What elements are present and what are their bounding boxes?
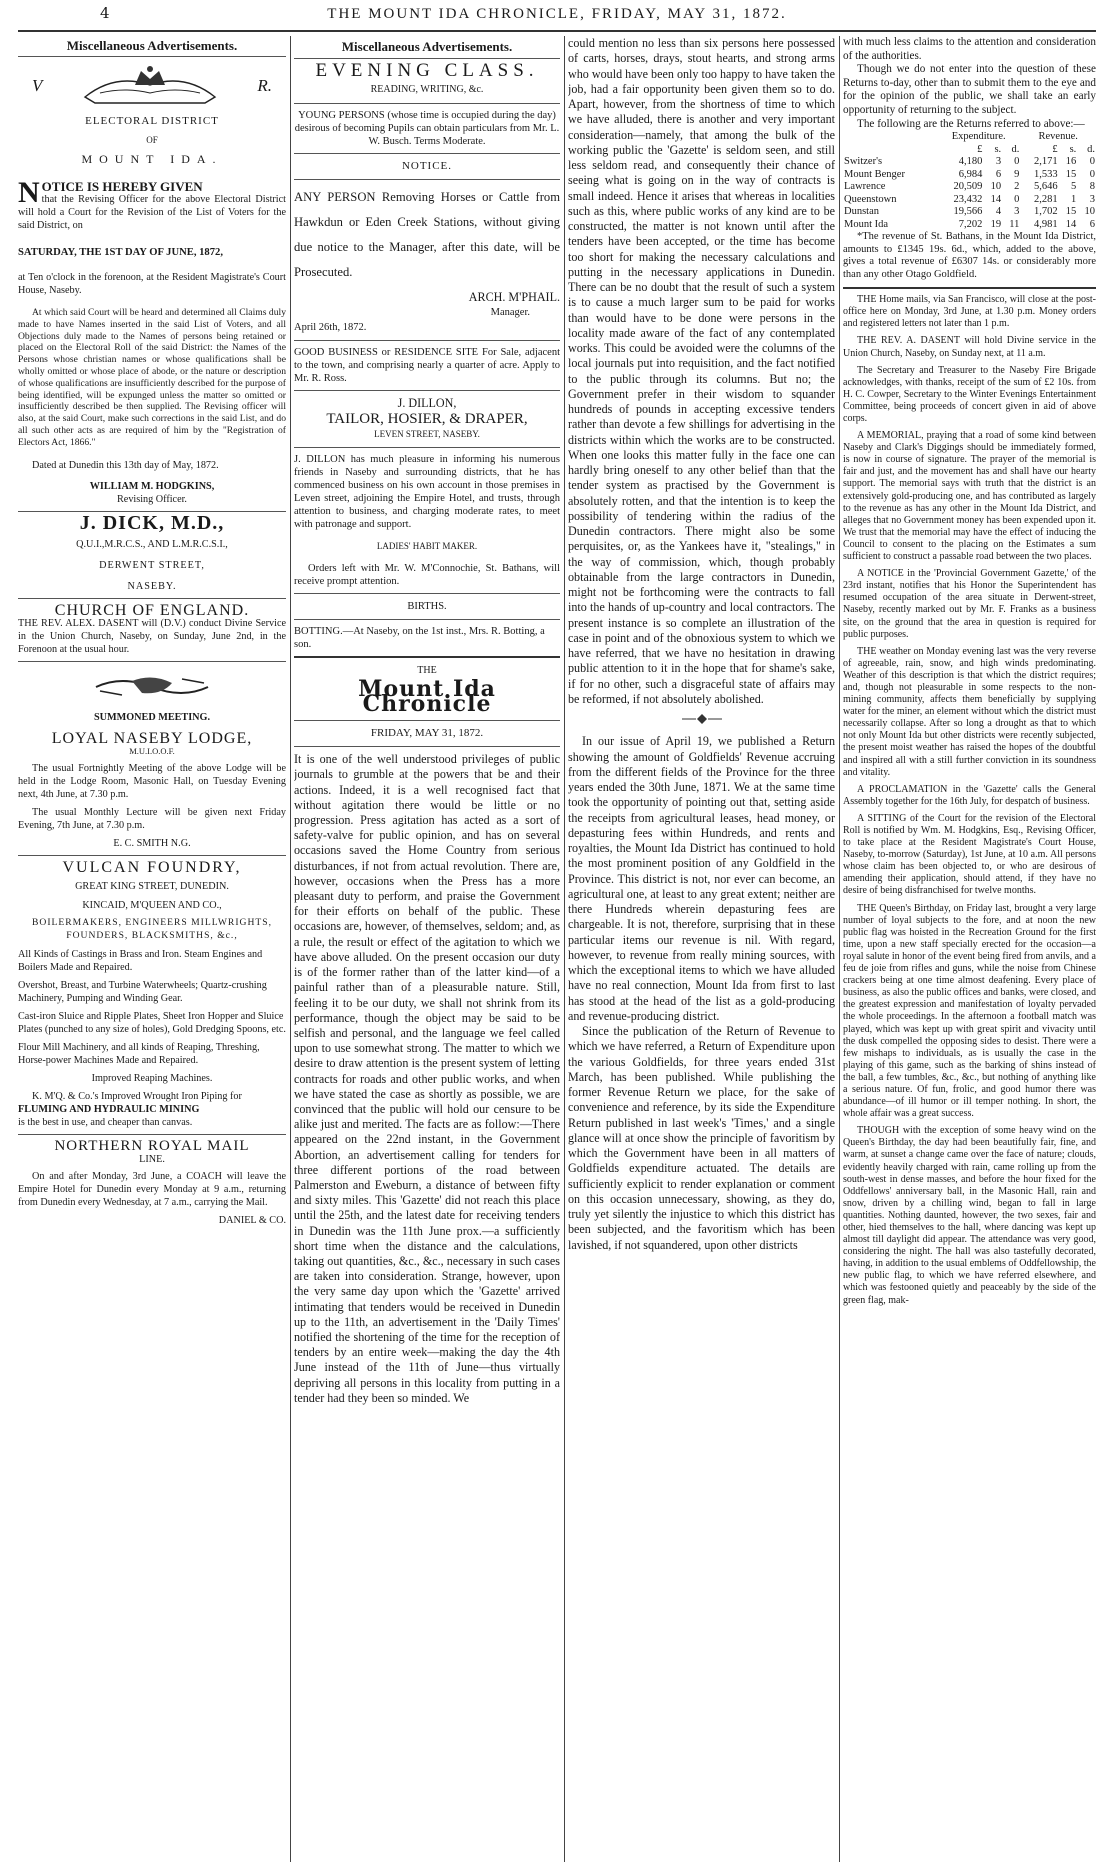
doctor-quals: Q.U.I.,M.R.C.S., AND L.M.R.C.S.I., xyxy=(76,538,228,550)
table-cell: 2 xyxy=(1014,181,1020,193)
table-cell: 5,646 xyxy=(1034,181,1058,193)
dillon-street: LEVEN STREET, NASEBY. xyxy=(374,428,480,439)
table-cell: 0 xyxy=(1089,156,1095,168)
column-rule xyxy=(564,36,565,1862)
table-cell: 7,202 xyxy=(958,218,983,230)
news-item: A PROCLAMATION in the 'Gazette' calls the General Assembly together for the 16th July, for despatch of business. xyxy=(843,783,1096,807)
foundry-item: All Kinds of Castings in Brass and Iron. Steam Engines and Boilers Made and Repaired. xyxy=(18,948,263,973)
news-item: A MEMORIAL, praying that a road of some kind between Naseby and Clark's Diggings should be immediately formed, is now in course of signature. The prayer of the memorial is fair and just, and the movement has and shall have our hearty support. The memorial says with truth that the district is an extensively gold-producing one, and has contributed as largely to the revenue as has any other in the Mount Ida District, and alleges that no Government money has been expended upon it. We trust that the memorial may have the effect of inducing the Council to consent to the placing on the Estimates a sum sufficient to construct a passable road between the two places. xyxy=(843,430,1096,563)
lodge-signer: E. C. SMITH N.G. xyxy=(113,837,191,849)
table-cell: 0 xyxy=(1014,156,1020,168)
table-cell: 0 xyxy=(1089,168,1095,180)
news-item: A SITTING of the Court for the revision of the Electoral Roll is notified by Wm. M. Hodgkins, Esq., Revising Officer, to take place at the Resident Magistrate's Court House, Naseby, to-morrow (Saturday), 1st June, at 10 a.m. All persons whose claim has been objected to, or who are desirous of amending their application, should attend, if they have no desire of being disfranchised for twelve months. xyxy=(843,812,1096,897)
table-cell-field: Switzer's xyxy=(844,156,883,168)
mail-heading: NORTHERN ROYAL MAIL xyxy=(54,1137,250,1154)
table-cell: 15 xyxy=(1065,206,1077,218)
foundry-item: Flour Mill Machinery, and all kinds of Reaping, Threshing, Horse-power Machines Made and Repaired. xyxy=(18,1041,260,1066)
table-cell: 23,432 xyxy=(953,193,983,205)
table-cell: 4,180 xyxy=(958,156,983,168)
horse-signer-title: Manager. xyxy=(490,307,530,319)
table-cell: 4,981 xyxy=(1034,218,1058,230)
electoral-title: ELECTORAL DISTRICT xyxy=(85,115,219,127)
handshake-icon xyxy=(92,669,212,705)
returns-table xyxy=(843,131,1096,231)
masthead xyxy=(18,2,1096,32)
lodge-text-1: The usual Fortnightly Meeting of the above Lodge will be held in the Lodge Room, Masonic Hall, on Tuesday Evening next, 4th June, at 7.30 p.m. xyxy=(18,762,286,800)
table-row xyxy=(843,206,1096,219)
horse-notice-date: April 26th, 1872. xyxy=(294,322,367,334)
foundry-item: Cast-iron Sluice and Ripple Plates, Sheet Iron Hopper and Sluice Plates (punched to any size of holes), Gold Dredging Spoons, etc. xyxy=(18,1010,286,1035)
news-item: A NOTICE in the 'Provincial Government Gazette,' of the 23rd instant, notifies that his Honor the Superintendent has resumed occupation of the area situate in Derwent-street, Naseby, recently marked out by Mr. F. Franks as a business site, on the ground that the area in question is required for public purposes. xyxy=(843,568,1096,640)
paper-title: Mount Ida Chronicle xyxy=(358,675,496,717)
section-heading: Miscellaneous Advertisements. xyxy=(294,36,560,59)
royal-crest xyxy=(18,61,286,109)
dillon-trade: TAILOR, HOSIER, & DRAPER, xyxy=(326,410,528,427)
table-cell: 1 xyxy=(1071,193,1077,205)
table-row xyxy=(843,219,1096,232)
table-unit: d. xyxy=(1011,143,1020,155)
foundry-fluming: FLUMING AND HYDRAULIC MINING xyxy=(18,1103,200,1115)
table-cell: 19 xyxy=(990,218,1002,230)
table-cell: 5 xyxy=(1071,181,1077,193)
mail-text: On and after Monday, 3rd June, a COACH will leave the Empire Hotel for Dunedin every Monday at 9 a.m., returning from Dunedin every Wednesday, at 7 a.m., carrying the Mail. xyxy=(18,1170,286,1208)
table-cell: 19,566 xyxy=(953,206,983,218)
returns-paragraph-1: In our issue of April 19, we published a Return showing the amount of Goldfields' Revenue accruing from the different fields of the Province for the three years ended the 30th June, 1871. We at the same time took the opportunity of pointing out that, setting aside the receipts from agricultural leases, head money, or depasturing fees within Hundreds, and rents and royalties, the Mount Ida District has continued to hold the most prominent position of any Goldfield in the Province. This district is not, nor ever can become, an agricultural one, at least to any great extent; neither are there Hundreds wherein depasturing fees are chargeable. It is not, therefore, surprising that in these particular items our revenue is nil. With regard, however, to revenue from really mining sources, with which the exceptional items to which we have alluded have no real connection, Mount Ida from first to last has stood at the head of the list as a gold-producing and revenue-producing district. xyxy=(568,734,835,1023)
column-rule xyxy=(290,36,291,1862)
table-cell: 14 xyxy=(990,193,1002,205)
notice-dated: Dated at Dunedin this 13th day of May, 1872. xyxy=(32,459,219,471)
notice-time: at Ten o'clock in the forenoon, at the Resident Magistrate's Court House, Naseby. xyxy=(18,272,286,296)
foundry-piping-end: is the best in use, and cheaper than canvas. xyxy=(18,1116,193,1128)
table-unit: d. xyxy=(1087,143,1095,155)
lodge-text-2: The usual Monthly Lecture will be given next Friday Evening, 7th June, at 7.30 p.m. xyxy=(18,806,286,831)
horse-notice-text: ANY PERSON Removing Horses or Cattle from Hawkdun or Eden Creek Stations, without giving due notice to the Manager, after this date, will be Prosecuted. xyxy=(294,189,560,279)
table-cell: 4 xyxy=(995,206,1002,218)
returns-paragraph-3: with much less claims to the attention and consideration of the authorities. xyxy=(843,36,1096,62)
column-3 xyxy=(568,36,835,1862)
site-for-sale-text: GOOD BUSINESS or RESIDENCE SITE For Sale, adjacent to the town, and comprising nearly a quarter of acre. Apply to Mr. R. Ross. xyxy=(294,347,560,385)
dillon-orders: Orders left with Mr. W. M'Connochie, St. Bathans, will receive prompt attention. xyxy=(294,563,560,588)
doctor-name: J. DICK, M.D., xyxy=(79,511,225,534)
column-rule xyxy=(839,36,840,1862)
doctor-street: DERWENT STREET, xyxy=(99,559,205,571)
table-cell: 10 xyxy=(1084,206,1095,218)
table-cell: 15 xyxy=(1065,168,1077,180)
table-cell: 20,509 xyxy=(953,181,983,193)
table-cell: 1,533 xyxy=(1034,168,1058,180)
table-header-expenditure: Expenditure. xyxy=(951,131,1006,143)
table-cell: 10 xyxy=(990,181,1002,193)
doctor-town: NASEBY. xyxy=(127,580,177,592)
table-units-row xyxy=(843,144,1096,157)
table-unit: s. xyxy=(1069,143,1077,155)
foundry-piping: K. M'Q. & Co.'s Improved Wrought Iron Piping for xyxy=(32,1090,242,1102)
foundry-item: Improved Reaping Machines. xyxy=(91,1072,213,1084)
table-cell: 11 xyxy=(1009,218,1020,230)
issue-date: FRIDAY, MAY 31, 1872. xyxy=(370,727,484,740)
news-item: THE Queen's Birthday, on Friday last, brought a very large number of loyal subjects to the fore, and at noon the new public flag was hoisted in the Recreation Ground for the first time, upon a new staff specially erected for the occasion—a royal salute in honor of the event being fired from anvils, and a feu de joie from rifles and guns, while the noise from Chinese crackers being at one time almost deafening. Every place of business, as also the public offices and banks, were closed, and the greatest expression and manifestation of loyalty pervaded the whole proceedings. In the afternoon a football match was played, which was kept up with great spirit and vivacity until the dusk compelled the opposing sides to desist. There were a few mishaps to individuals, as is usually the case in the playing of this game, such as the barking of shins instead of the ball, a few tumbles, &c., &c., but nothing of anything like a serious nature. Of fun, frolic, and good humor there was abundance—of ill humor or ill temper nothing. In short, the whole affair was a great success. xyxy=(843,902,1096,1120)
notice-text: that the Revising Officer for the above Electoral District will hold a Court for the Revision of the List of Voters for the said District, on xyxy=(18,194,286,231)
table-cell: 2,281 xyxy=(1034,193,1058,205)
local-news xyxy=(843,294,1096,1307)
notice-signer: WILLIAM M. HODGKINS, xyxy=(89,480,215,492)
dillon-text: J. DILLON has much pleasure in informing his numerous friends in Naseby and surrounding districts, that he has commenced business on his own account in those premises in Leven street, adjoining the Empire Hotel, and trusts, through attention to business, and charging moderate rates, to meet with patronage and support. xyxy=(294,454,560,531)
lodge-heading: LOYAL NASEBY LODGE, xyxy=(51,729,253,747)
lodge-subtitle: M.U.I.O.O.F. xyxy=(129,745,175,756)
table-cell: 3 xyxy=(1089,193,1095,205)
dillon-habit: LADIES' HABIT MAKER. xyxy=(376,541,478,552)
foundry-firm: KINCAID, M'QUEEN AND CO., xyxy=(82,899,222,911)
running-title: THE MOUNT IDA CHRONICLE, FRIDAY, MAY 31, 1872. xyxy=(327,6,787,22)
notice-signer-title: Revising Officer. xyxy=(117,493,187,505)
editorial-continued: could mention no less than six persons here possessed of carts, horses, drays, stout hearts, and strong arms who would have been only too happy to have taken the job, had a fair opportunity been given them so to do. Apart, however, from the shortness of time to which we have alluded, there is another and very important consideration—namely, that among the bulk of the working public the 'Gazette' is seldom seen, and still less seldom read, and consequently their chance of seeing what is going on in the way of contracts is small indeed. Hence it arises that whereas in localities such as this, where public works of any kind are to be constructed, the matter is not known until after the tenders have been accepted, or the time has become too short for making the necessary calculations and putting in the necessary applications in Dunedin. There can be no doubt that the result of such a system is to cause a much larger sum to be paid for works than would have to be done were persons in the locality made aware of the fact of any contemplated works. This could be avoided were the columns of the local journals put into requisition, and the fact notified to the public through its columns. But no; the Government prefer in their wisdom to squander hundreds of pounds in accepting excessive tenders rather than devote a few shillings for advertising in the districts within which the works are to be constructed. When one looks this matter fully in the face one can hardly bring oneself to any other belief than that the tender system as practised by the Government is absolutely rotten, and that the intention is to keep the possibility of tendering within the radius of the Dunedin contractors. There might also be some perquisites, or, as the Yankees have it, "stealings," in the way of commission, which, though probably obtainable from the large contractors in Dunedin, might not be forthcoming were the contracts to fall into the hands of up-country and local contractors. The present instance is so complete an illustration of the case in point and of the obnoxious system to which we have referred, that we have no hesitation in drawing public attention to it in the hope that for shame's sake, if for no other, such a disgraceful state of affairs may be reformed, if not absolutely abolished. xyxy=(568,36,835,706)
returns-table-note: *The revenue of St. Bathans, in the Mount Ida District, amounts to £1345 19s. 6d., which, added to the above, gives a total revenue of £6307 14s. or considerably more than any other Otago Goldfield. xyxy=(843,231,1096,280)
foundry-trade: BOILERMAKERS, ENGINEERS MILLWRIGHTS, FOUNDERS, BLACKSMITHS, &c., xyxy=(32,916,272,941)
church-heading: CHURCH OF ENGLAND. xyxy=(54,601,250,619)
table-unit: £ xyxy=(977,143,983,155)
table-cell-field: Dunstan xyxy=(844,206,879,218)
crown-icon xyxy=(75,63,225,107)
news-item: The Secretary and Treasurer to the Naseby Fire Brigade acknowledges, with thanks, receipt of the sum of £2 10s. from H. C. Cowper, Secretary to the Winter Evenings Entertainment Committee, being proceeds of concert given in aid of above corps. xyxy=(843,364,1096,424)
mail-subtitle: LINE. xyxy=(139,1153,165,1165)
evening-class-subtitle: READING, WRITING, &c. xyxy=(370,84,484,96)
crest-letter-v: V xyxy=(32,75,43,95)
paper-the: THE xyxy=(417,665,437,677)
editorial-text: It is one of the well understood privileges of public journals to grumble at the powers that be and their actions. Indeed, it is a well recognised fact that without agitation there would be little or no progression. Press agitation has acted as a sort of safety-valve for public opinion, and has on several occasions saved the Home Country from serious disturbances, if not from actual revolution. There are, however, occasions when the Press has a more pleasant duty to perform, and praise the Government for their efforts on behalf of the public. These occasions are, however, of themselves, seldom; and, as a rule, the result or effect of the agitation to which we have above alluded. On the present occasion our duty is of the former rather than of the latter kind—of a painful rather than of a pleasurable nature. Still, feeling it to be our duty, we shall not shrink from its performance, though the object may be said to be selfish and personal, and the language we feel called upon to use somewhat strong. The matter to which we desire to draw attention is the present system of letting contracts for roads and other public works, and when we have stated the case as shortly as possible, we are convinced that the public will hold our censure to be alike just and merited. The facts are as follow:—There appeared on the 22nd instant, in the Government Abortion, an advertisement calling for tenders for three different portions of the road between Palmerston and Eweburn, a distance of between fifty and sixty miles. This 'Gazette' did not reach this place until the 25th, and the latest date for receiving tenders in Dunedin was the 11th June prox.—a sufficiently short time when the distance and the calculations, taking out quantities, &c., &c., necessary in such cases are taken into consideration. Strange, however, upon the very same day upon which the 'Gazette' arrived intimating that tenders would be received in Dunedin up to the 11th, an advertisement in the 'Daily Times' notified the shortening of the time for the reception of tenders by an entire week—making the day the 4th June instead of the 11th of June—thus virtually depriving all persons in this locality from putting in a tender had they been so minded. We xyxy=(294,752,560,1405)
table-row xyxy=(843,156,1096,169)
news-item: THE REV. A. DASENT will hold Divine service in the Union Church, Naseby, on Sunday next, at 11 a.m. xyxy=(843,335,1096,359)
table-cell: 9 xyxy=(1014,168,1020,180)
handshake-emblem xyxy=(18,667,286,707)
section-ornament xyxy=(568,713,835,728)
horse-signer: ARCH. M'PHAIL. xyxy=(468,289,560,304)
table-unit: £ xyxy=(1052,143,1058,155)
page-number: 4 xyxy=(100,4,110,22)
foundry-street: GREAT KING STREET, DUNEDIN. xyxy=(75,880,229,892)
notice-label: NOTICE. xyxy=(401,159,453,172)
table-cell: 1,702 xyxy=(1034,206,1058,218)
foundry-heading: VULCAN FOUNDRY, xyxy=(62,858,242,876)
table-cell: 6 xyxy=(1089,218,1095,230)
table-cell-field: Lawrence xyxy=(844,181,886,193)
news-item: THOUGH with the exception of some heavy wind on the Queen's Birthday, the day had been beautifully fair, fine, and warm, at sunset a change came over the face of nature; clouds, evidently heavily charged with rain, came rolling up from the south-west in dense masses, and before the hour fixed for the Oddfellows' anniversary ball, in the Masonic Hall, rain and snow, driven by a chilling wind, began to fall in large quantities. Nothing daunted, however, the two sexes, fair and other, hied themselves to the hall, where dancing was kept up almost till daylight did appear. The attendance was very good, considering the night. The hall was also tastefully decorated, having, in addition to the usual emblems of Oddfellowship, the new public flag, to which we have referred elsewhere, and which was festooned quietly and peaceably by the side of the green flag, mak- xyxy=(843,1125,1096,1306)
section-heading: Miscellaneous Advertisements. xyxy=(18,36,286,57)
returns-paragraph-2: Since the publication of the Return of Revenue to which we have referred, a Return of Expenditure upon the various Goldfields, for three years ended 31st March, has been published. While publishing the former Revenue Return we place, for the sake of convenience and reference, by its side the Expenditure Return published in last week's 'Times,' and a single glance will at once show the principle of favoritism by which the Government have been in all matters of Goldfields expenditure actuated. The details are sufficiently explicit to render explanation or comment on this occasion unnecessary, showing, as they do, truly yet silently the injustice to which this district has been subjected, and the favoritism which has been lavished, if not squandered, upon other districts xyxy=(568,1024,835,1252)
table-cell: 0 xyxy=(1014,193,1020,205)
table-cell: 6,984 xyxy=(958,168,983,180)
table-cell: 3 xyxy=(995,156,1002,168)
table-cell: 2,171 xyxy=(1034,156,1058,168)
table-row xyxy=(843,194,1096,207)
table-cell: 14 xyxy=(1065,218,1077,230)
notice-heading: NOTICE IS HEREBY GIVEN xyxy=(18,176,203,209)
births-text: BOTTING.—At Naseby, on the 1st inst., Mrs. R. Botting, a son. xyxy=(294,626,545,651)
returns-paragraph-5: The following are the Returns referred to above:— xyxy=(857,117,1085,130)
mail-signer: DANIEL & CO. xyxy=(218,1214,286,1226)
table-cell-field: Mount Benger xyxy=(844,168,905,180)
table-row xyxy=(843,169,1096,182)
table-header-revenue: Revenue. xyxy=(1038,131,1078,143)
table-header-row xyxy=(843,131,1096,144)
column-1 xyxy=(18,36,286,1862)
table-cell: 3 xyxy=(1014,206,1020,218)
table-cell: 6 xyxy=(995,168,1002,180)
table-cell-field: Mount Ida xyxy=(844,218,889,230)
news-item: THE Home mails, via San Francisco, will close at the post-office here on Monday, 3rd June, at 1.30 p.m. Money orders and registered letters not later than 1 p.m. xyxy=(843,294,1096,330)
table-cell: 8 xyxy=(1089,181,1095,193)
summoned-heading: SUMMONED MEETING. xyxy=(93,711,211,723)
births-heading: BIRTHS. xyxy=(407,601,447,613)
column-4 xyxy=(843,36,1096,1862)
table-unit: s. xyxy=(994,143,1002,155)
evening-class-heading: EVENING CLASS. xyxy=(315,60,539,82)
electoral-of: OF xyxy=(146,135,158,145)
ornament-icon xyxy=(682,714,722,724)
table-cell: 16 xyxy=(1065,156,1077,168)
church-text: THE REV. ALEX. DASENT will (D.V.) conduct Divine Service in the Union Church, Naseby, on Sunday, June 2nd, in the Forenoon at the usual hour. xyxy=(18,617,286,655)
evening-class-text: YOUNG PERSONS (whose time is occupied during the day) desirous of becoming Pupils can obtain particulars from Mr. L. W. Busch. Terms Moderate. xyxy=(294,109,560,147)
notice-date: SATURDAY, THE 1ST DAY OF JUNE, 1872, xyxy=(18,247,223,258)
dillon-name: J. DILLON, xyxy=(397,396,457,411)
crest-letter-r: R. xyxy=(257,75,272,95)
returns-paragraph-4: Though we do not enter into the question of these Returns to-day, other than to submit them to the eye and for the opinion of the public, we shall take an early opportunity of returning to the subject. xyxy=(843,63,1096,116)
table-cell-field: Queenstown xyxy=(844,193,897,205)
news-item: THE weather on Monday evening last was the very reverse of agreeable, rain, snow, and high winds predominating. Weather of this description is that which the district requires; and, though not pleasurable in some respects to the non-mining community, affects them beneficially by supplying water for the miner, an element without which the district must necessarily collapse. After so long a drought as that to which not only Mount Ida but other districts were recently subjected, the present moist weather has raised the hopes of the doubtful and inspired all with a still further conviction in its soundness and vitality. xyxy=(843,645,1096,778)
foundry-item: Overshot, Breast, and Turbine Waterwheels; Quartz-crushing Machinery, Pumping and Winding Gear. xyxy=(18,979,267,1004)
electoral-place: MOUNT IDA. xyxy=(81,152,223,166)
table-row xyxy=(843,181,1096,194)
notice-body: At which said Court will be heard and determined all Claims duly made to have Names inserted in the said List of Voters, and all Objections duly made to the Names of persons being retained or placed on the Electoral Roll of the said District: the Names of the Persons whose christian names or whose qualifications shall be wholly omitted or whose place of abode, or the nature or description of whose qualifications are insufficiently described for the purpose of being identified, will be expunged unless the matter so omitted or insufficiently described be then supplied. The Revising officer will also, at the said Court, make such corrections in the said List, and do all such other acts as are required of him by the "Registration of Electors Act, 1866." xyxy=(18,307,286,448)
column-2 xyxy=(294,36,560,1862)
